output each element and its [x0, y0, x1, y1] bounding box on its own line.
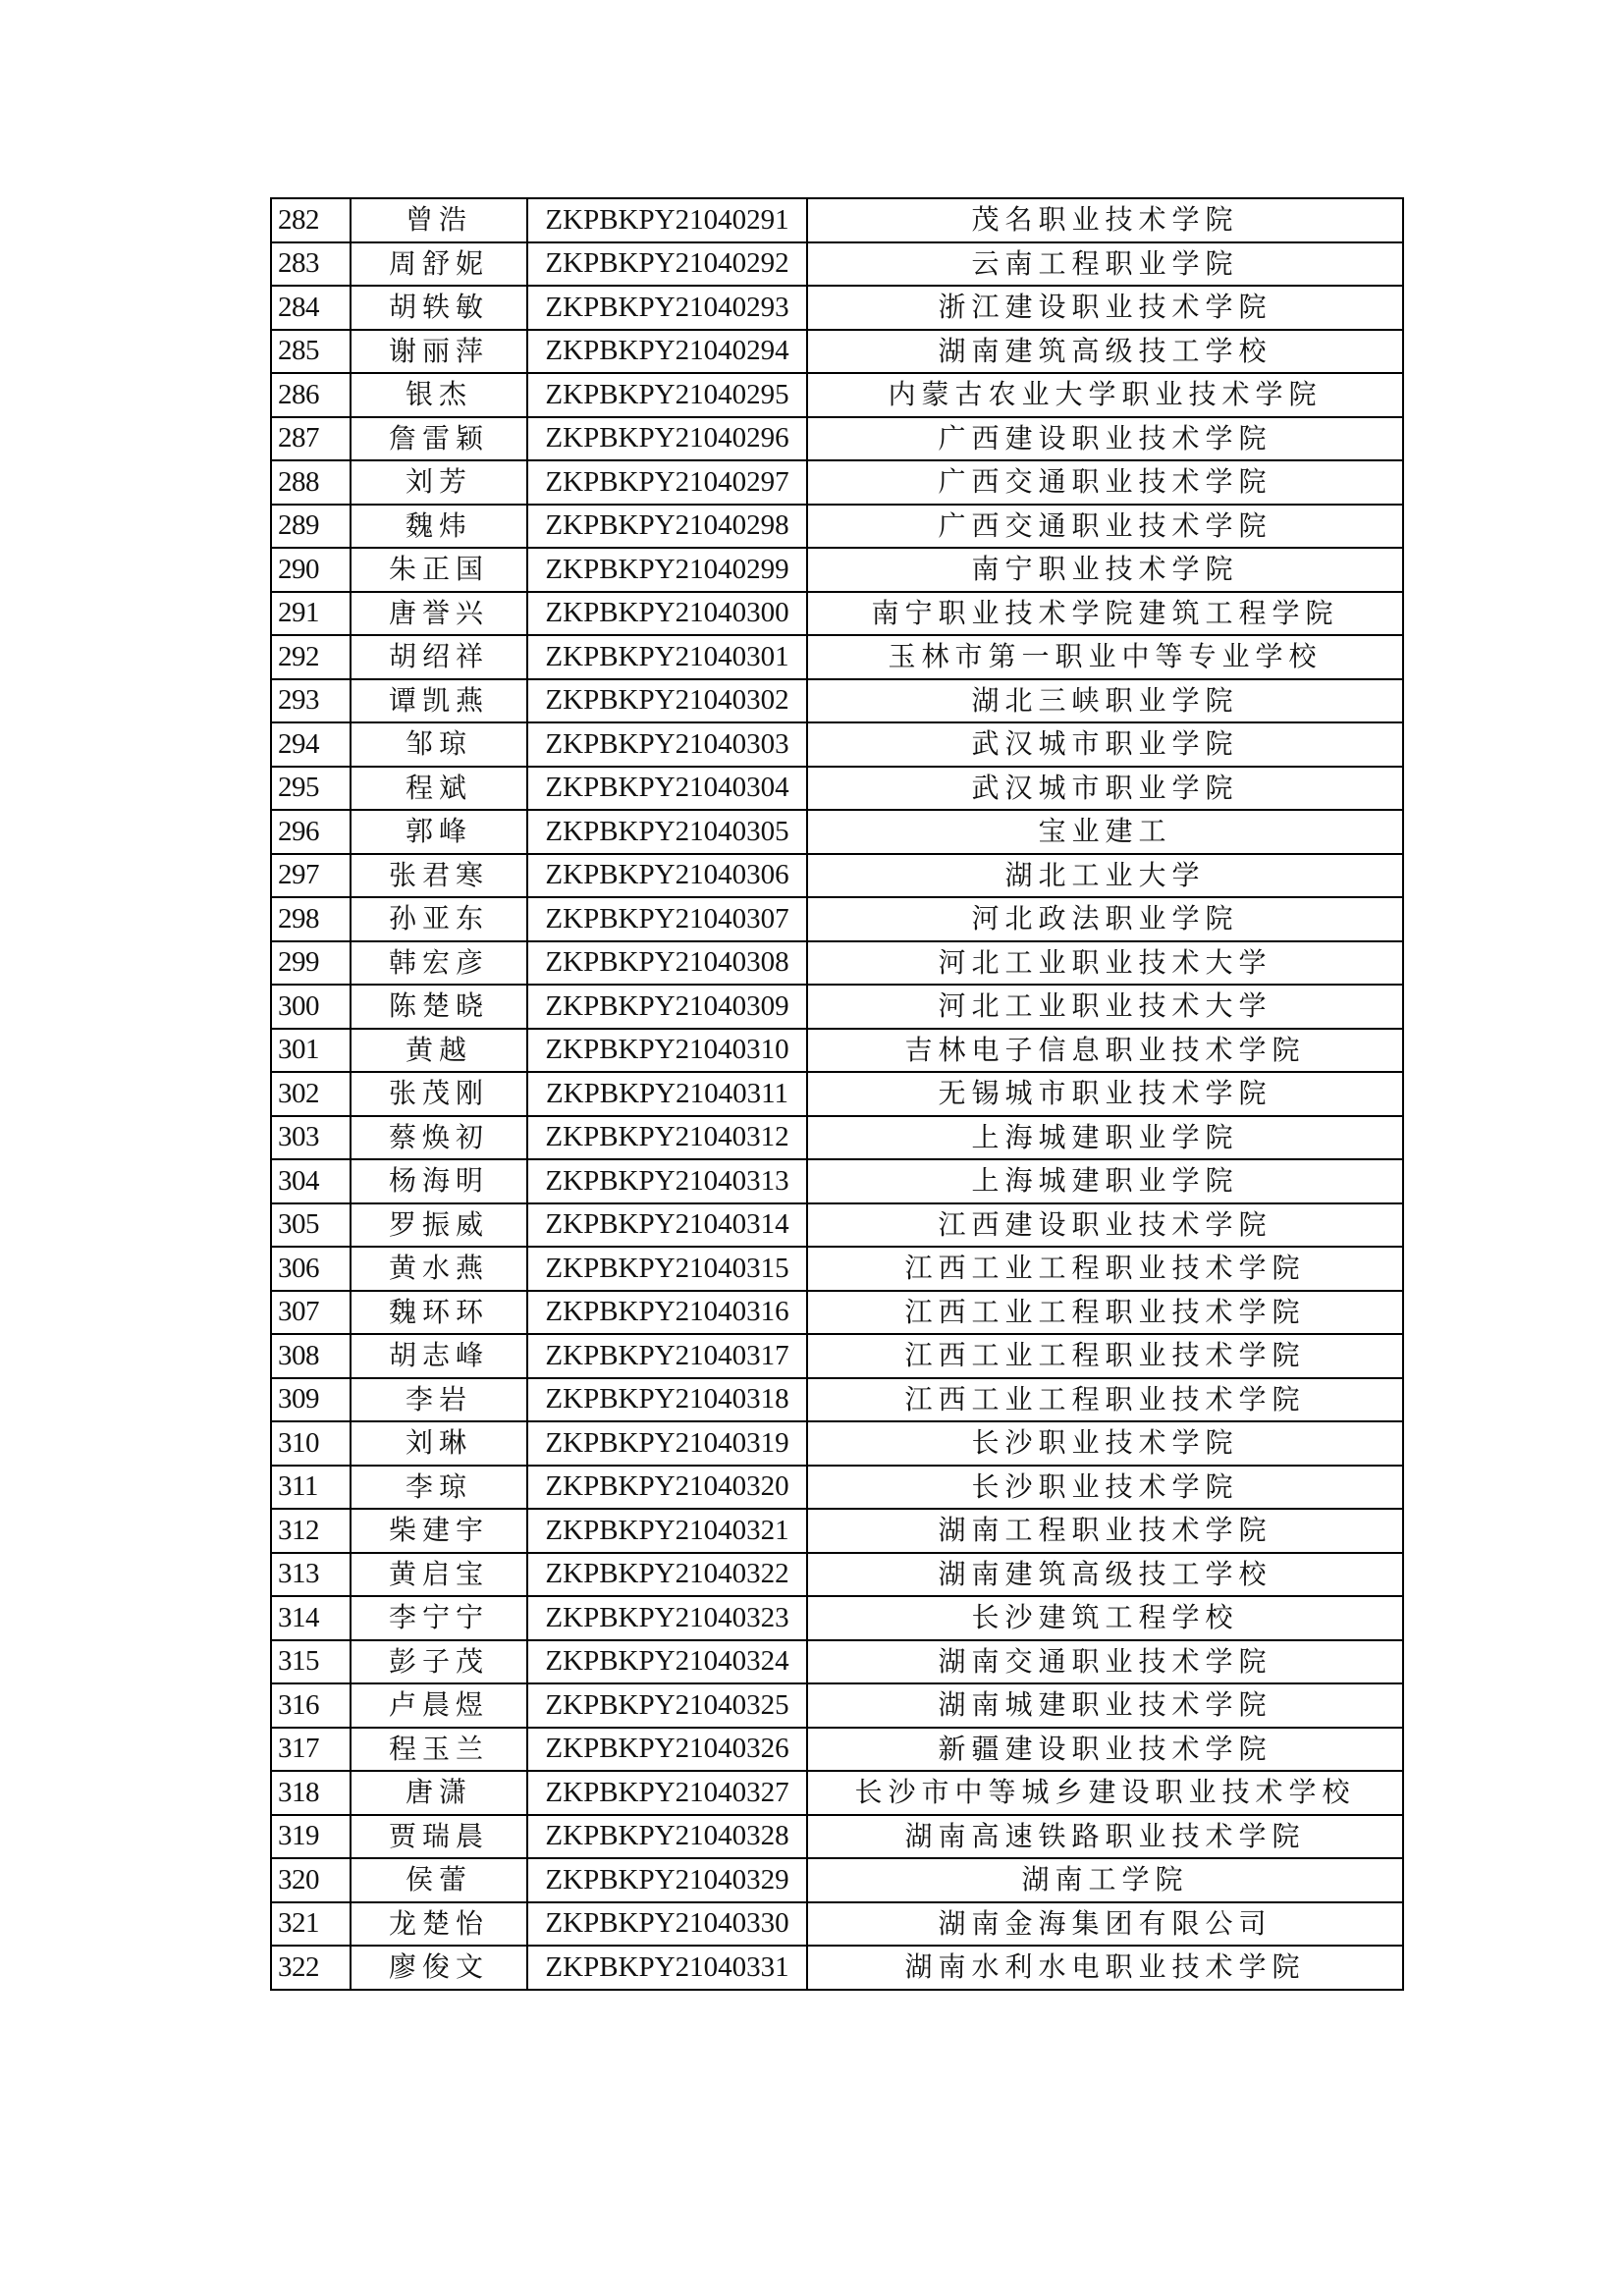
row-number-cell: 316 — [271, 1683, 351, 1728]
table-row — [271, 1334, 1403, 1378]
organization-cell: 长沙职业技术学院 — [807, 1421, 1403, 1466]
name-cell: 廖俊文 — [351, 1946, 527, 1990]
row-number-cell: 309 — [271, 1378, 351, 1422]
organization-cell: 湖南建筑高级技工学校 — [807, 330, 1403, 374]
row-number-cell: 293 — [271, 679, 351, 723]
name-cell: 龙楚怡 — [351, 1902, 527, 1947]
name-cell: 孙亚东 — [351, 897, 527, 941]
name-cell: 胡绍祥 — [351, 635, 527, 679]
row-number-cell: 319 — [271, 1815, 351, 1859]
table-row — [271, 1640, 1403, 1684]
table-row — [271, 417, 1403, 461]
table-row — [271, 330, 1403, 374]
row-number-cell: 315 — [271, 1640, 351, 1684]
table-row — [271, 1291, 1403, 1335]
organization-cell: 上海城建职业学院 — [807, 1116, 1403, 1160]
organization-cell: 浙江建设职业技术学院 — [807, 286, 1403, 330]
organization-cell: 湖南金海集团有限公司 — [807, 1902, 1403, 1947]
row-number-cell: 313 — [271, 1553, 351, 1597]
organization-cell: 广西交通职业技术学院 — [807, 505, 1403, 549]
row-number-cell: 288 — [271, 460, 351, 505]
id-code-cell: ZKPBKPY21040323 — [527, 1596, 807, 1640]
table-row — [271, 897, 1403, 941]
row-number-cell: 296 — [271, 810, 351, 854]
name-cell: 程玉兰 — [351, 1728, 527, 1772]
table-row — [271, 1902, 1403, 1947]
table-row — [271, 1466, 1403, 1510]
id-code-cell: ZKPBKPY21040315 — [527, 1247, 807, 1291]
name-cell: 蔡焕初 — [351, 1116, 527, 1160]
id-code-cell: ZKPBKPY21040310 — [527, 1029, 807, 1073]
organization-cell: 湖南交通职业技术学院 — [807, 1640, 1403, 1684]
name-cell: 杨海明 — [351, 1159, 527, 1203]
organization-cell: 上海城建职业学院 — [807, 1159, 1403, 1203]
id-code-cell: ZKPBKPY21040321 — [527, 1509, 807, 1553]
id-code-cell: ZKPBKPY21040322 — [527, 1553, 807, 1597]
row-number-cell: 302 — [271, 1072, 351, 1116]
name-cell: 李宁宁 — [351, 1596, 527, 1640]
table-row — [271, 1728, 1403, 1772]
row-number-cell: 310 — [271, 1421, 351, 1466]
table-row — [271, 1159, 1403, 1203]
row-number-cell: 305 — [271, 1203, 351, 1248]
table-row — [271, 1116, 1403, 1160]
name-cell: 侯蕾 — [351, 1858, 527, 1902]
organization-cell: 湖北工业大学 — [807, 854, 1403, 898]
organization-cell: 湖南水利水电职业技术学院 — [807, 1946, 1403, 1990]
organization-cell: 长沙职业技术学院 — [807, 1466, 1403, 1510]
id-code-cell: ZKPBKPY21040325 — [527, 1683, 807, 1728]
table-row — [271, 1771, 1403, 1815]
name-cell: 陈楚晓 — [351, 985, 527, 1029]
organization-cell: 宝业建工 — [807, 810, 1403, 854]
organization-cell: 河北政法职业学院 — [807, 897, 1403, 941]
organization-cell: 江西建设职业技术学院 — [807, 1203, 1403, 1248]
row-number-cell: 308 — [271, 1334, 351, 1378]
id-code-cell: ZKPBKPY21040291 — [527, 198, 807, 242]
name-cell: 黄启宝 — [351, 1553, 527, 1597]
table-row — [271, 286, 1403, 330]
row-number-cell: 294 — [271, 722, 351, 767]
id-code-cell: ZKPBKPY21040298 — [527, 505, 807, 549]
roster-table — [270, 197, 1404, 1991]
name-cell: 唐誉兴 — [351, 592, 527, 636]
row-number-cell: 300 — [271, 985, 351, 1029]
row-number-cell: 301 — [271, 1029, 351, 1073]
row-number-cell: 287 — [271, 417, 351, 461]
id-code-cell: ZKPBKPY21040304 — [527, 767, 807, 811]
table-row — [271, 1247, 1403, 1291]
organization-cell: 江西工业工程职业技术学院 — [807, 1291, 1403, 1335]
row-number-cell: 291 — [271, 592, 351, 636]
name-cell: 黄越 — [351, 1029, 527, 1073]
row-number-cell: 321 — [271, 1902, 351, 1947]
id-code-cell: ZKPBKPY21040309 — [527, 985, 807, 1029]
name-cell: 李岩 — [351, 1378, 527, 1422]
id-code-cell: ZKPBKPY21040307 — [527, 897, 807, 941]
table-row — [271, 505, 1403, 549]
table-row — [271, 635, 1403, 679]
organization-cell: 云南工程职业学院 — [807, 242, 1403, 287]
name-cell: 邹琼 — [351, 722, 527, 767]
row-number-cell: 286 — [271, 373, 351, 417]
row-number-cell: 295 — [271, 767, 351, 811]
row-number-cell: 297 — [271, 854, 351, 898]
id-code-cell: ZKPBKPY21040302 — [527, 679, 807, 723]
organization-cell: 河北工业职业技术大学 — [807, 941, 1403, 986]
name-cell: 柴建宇 — [351, 1509, 527, 1553]
name-cell: 彭子茂 — [351, 1640, 527, 1684]
id-code-cell: ZKPBKPY21040299 — [527, 548, 807, 592]
id-code-cell: ZKPBKPY21040327 — [527, 1771, 807, 1815]
id-code-cell: ZKPBKPY21040331 — [527, 1946, 807, 1990]
row-number-cell: 285 — [271, 330, 351, 374]
table-row — [271, 1029, 1403, 1073]
row-number-cell: 304 — [271, 1159, 351, 1203]
organization-cell: 武汉城市职业学院 — [807, 722, 1403, 767]
id-code-cell: ZKPBKPY21040312 — [527, 1116, 807, 1160]
id-code-cell: ZKPBKPY21040311 — [527, 1072, 807, 1116]
row-number-cell: 283 — [271, 242, 351, 287]
table-row — [271, 985, 1403, 1029]
table-row — [271, 722, 1403, 767]
id-code-cell: ZKPBKPY21040297 — [527, 460, 807, 505]
id-code-cell: ZKPBKPY21040308 — [527, 941, 807, 986]
row-number-cell: 292 — [271, 635, 351, 679]
id-code-cell: ZKPBKPY21040296 — [527, 417, 807, 461]
id-code-cell: ZKPBKPY21040301 — [527, 635, 807, 679]
name-cell: 曾浩 — [351, 198, 527, 242]
table-row — [271, 1203, 1403, 1248]
table-row — [271, 1553, 1403, 1597]
row-number-cell: 282 — [271, 198, 351, 242]
id-code-cell: ZKPBKPY21040303 — [527, 722, 807, 767]
organization-cell: 无锡城市职业技术学院 — [807, 1072, 1403, 1116]
id-code-cell: ZKPBKPY21040294 — [527, 330, 807, 374]
id-code-cell: ZKPBKPY21040292 — [527, 242, 807, 287]
name-cell: 朱正国 — [351, 548, 527, 592]
name-cell: 胡志峰 — [351, 1334, 527, 1378]
id-code-cell: ZKPBKPY21040319 — [527, 1421, 807, 1466]
table-row — [271, 460, 1403, 505]
table-row — [271, 1815, 1403, 1859]
id-code-cell: ZKPBKPY21040324 — [527, 1640, 807, 1684]
name-cell: 刘芳 — [351, 460, 527, 505]
table-row — [271, 767, 1403, 811]
id-code-cell: ZKPBKPY21040313 — [527, 1159, 807, 1203]
name-cell: 罗振威 — [351, 1203, 527, 1248]
table-row — [271, 1378, 1403, 1422]
row-number-cell: 284 — [271, 286, 351, 330]
name-cell: 银杰 — [351, 373, 527, 417]
row-number-cell: 290 — [271, 548, 351, 592]
row-number-cell: 322 — [271, 1946, 351, 1990]
organization-cell: 湖北三峡职业学院 — [807, 679, 1403, 723]
row-number-cell: 307 — [271, 1291, 351, 1335]
id-code-cell: ZKPBKPY21040295 — [527, 373, 807, 417]
table-row — [271, 1946, 1403, 1990]
organization-cell: 广西建设职业技术学院 — [807, 417, 1403, 461]
name-cell: 周舒妮 — [351, 242, 527, 287]
organization-cell: 江西工业工程职业技术学院 — [807, 1247, 1403, 1291]
organization-cell: 茂名职业技术学院 — [807, 198, 1403, 242]
organization-cell: 内蒙古农业大学职业技术学院 — [807, 373, 1403, 417]
name-cell: 魏环环 — [351, 1291, 527, 1335]
organization-cell: 湖南工学院 — [807, 1858, 1403, 1902]
id-code-cell: ZKPBKPY21040300 — [527, 592, 807, 636]
id-code-cell: ZKPBKPY21040330 — [527, 1902, 807, 1947]
table-row — [271, 1509, 1403, 1553]
organization-cell: 玉林市第一职业中等专业学校 — [807, 635, 1403, 679]
row-number-cell: 318 — [271, 1771, 351, 1815]
name-cell: 谭凯燕 — [351, 679, 527, 723]
name-cell: 魏炜 — [351, 505, 527, 549]
organization-cell: 长沙建筑工程学校 — [807, 1596, 1403, 1640]
name-cell: 刘琳 — [351, 1421, 527, 1466]
roster-table-body — [271, 198, 1403, 1990]
organization-cell: 湖南高速铁路职业技术学院 — [807, 1815, 1403, 1859]
name-cell: 韩宏彦 — [351, 941, 527, 986]
id-code-cell: ZKPBKPY21040314 — [527, 1203, 807, 1248]
organization-cell: 武汉城市职业学院 — [807, 767, 1403, 811]
organization-cell: 湖南建筑高级技工学校 — [807, 1553, 1403, 1597]
organization-cell: 南宁职业技术学院 — [807, 548, 1403, 592]
table-row — [271, 1858, 1403, 1902]
row-number-cell: 299 — [271, 941, 351, 986]
name-cell: 卢晨煜 — [351, 1683, 527, 1728]
table-row — [271, 548, 1403, 592]
row-number-cell: 312 — [271, 1509, 351, 1553]
name-cell: 胡轶敏 — [351, 286, 527, 330]
organization-cell: 新疆建设职业技术学院 — [807, 1728, 1403, 1772]
organization-cell: 南宁职业技术学院建筑工程学院 — [807, 592, 1403, 636]
row-number-cell: 303 — [271, 1116, 351, 1160]
id-code-cell: ZKPBKPY21040320 — [527, 1466, 807, 1510]
id-code-cell: ZKPBKPY21040328 — [527, 1815, 807, 1859]
organization-cell: 吉林电子信息职业技术学院 — [807, 1029, 1403, 1073]
row-number-cell: 311 — [271, 1466, 351, 1510]
organization-cell: 湖南城建职业技术学院 — [807, 1683, 1403, 1728]
organization-cell: 广西交通职业技术学院 — [807, 460, 1403, 505]
table-row — [271, 592, 1403, 636]
row-number-cell: 314 — [271, 1596, 351, 1640]
id-code-cell: ZKPBKPY21040305 — [527, 810, 807, 854]
name-cell: 谢丽萍 — [351, 330, 527, 374]
table-row — [271, 373, 1403, 417]
id-code-cell: ZKPBKPY21040306 — [527, 854, 807, 898]
row-number-cell: 306 — [271, 1247, 351, 1291]
table-row — [271, 1596, 1403, 1640]
name-cell: 张茂刚 — [351, 1072, 527, 1116]
row-number-cell: 298 — [271, 897, 351, 941]
table-row — [271, 854, 1403, 898]
id-code-cell: ZKPBKPY21040293 — [527, 286, 807, 330]
name-cell: 黄水燕 — [351, 1247, 527, 1291]
row-number-cell: 320 — [271, 1858, 351, 1902]
organization-cell: 江西工业工程职业技术学院 — [807, 1334, 1403, 1378]
id-code-cell: ZKPBKPY21040326 — [527, 1728, 807, 1772]
row-number-cell: 289 — [271, 505, 351, 549]
table-row — [271, 1072, 1403, 1116]
table-row — [271, 1683, 1403, 1728]
organization-cell: 长沙市中等城乡建设职业技术学校 — [807, 1771, 1403, 1815]
id-code-cell: ZKPBKPY21040318 — [527, 1378, 807, 1422]
id-code-cell: ZKPBKPY21040329 — [527, 1858, 807, 1902]
table-row — [271, 198, 1403, 242]
name-cell: 郭峰 — [351, 810, 527, 854]
id-code-cell: ZKPBKPY21040316 — [527, 1291, 807, 1335]
table-row — [271, 679, 1403, 723]
name-cell: 张君寒 — [351, 854, 527, 898]
table-row — [271, 242, 1403, 287]
table-row — [271, 941, 1403, 986]
name-cell: 李琼 — [351, 1466, 527, 1510]
row-number-cell: 317 — [271, 1728, 351, 1772]
organization-cell: 江西工业工程职业技术学院 — [807, 1378, 1403, 1422]
name-cell: 贾瑞晨 — [351, 1815, 527, 1859]
organization-cell: 河北工业职业技术大学 — [807, 985, 1403, 1029]
table-row — [271, 1421, 1403, 1466]
name-cell: 程斌 — [351, 767, 527, 811]
organization-cell: 湖南工程职业技术学院 — [807, 1509, 1403, 1553]
name-cell: 唐潇 — [351, 1771, 527, 1815]
table-row — [271, 810, 1403, 854]
name-cell: 詹雷颖 — [351, 417, 527, 461]
id-code-cell: ZKPBKPY21040317 — [527, 1334, 807, 1378]
